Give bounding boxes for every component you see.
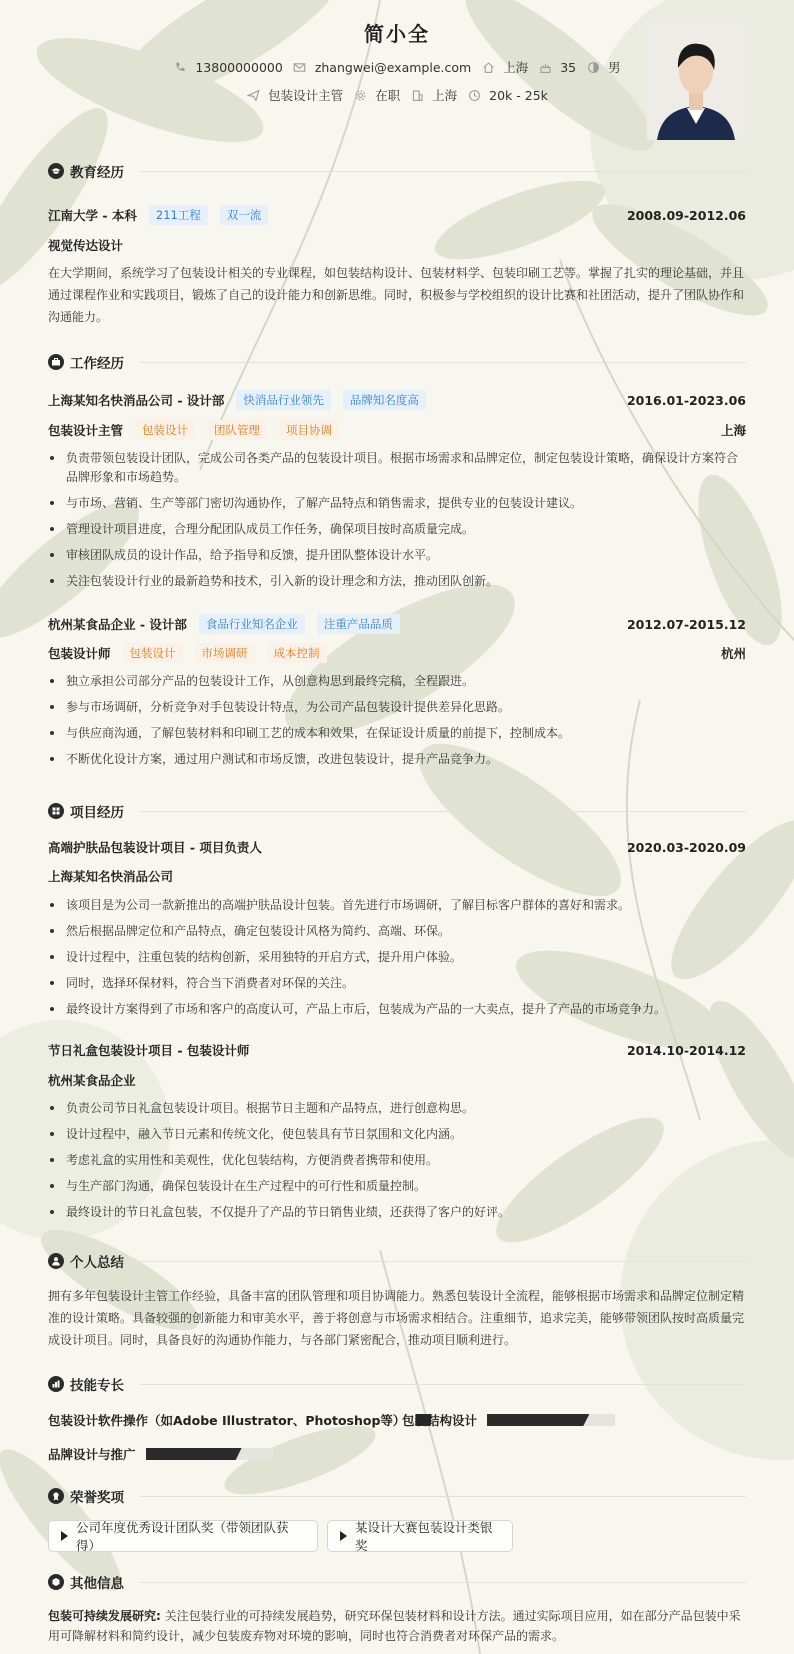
section-divider [140,362,746,363]
clock-icon [467,88,481,102]
chart-icon [48,1376,64,1392]
company-name: 杭州某食品企业 - 设计部 [48,617,187,632]
section-divider [140,811,746,812]
skill-name: 包装设计软件操作（如Adobe Illustrator、Photoshop等） [48,1413,406,1428]
skill-bar [146,1448,274,1460]
skill-name: 包装结构设计 [402,1413,478,1428]
target-city-text: 上海 [432,88,458,103]
skill-item [402,1411,615,1429]
grid-icon [48,803,64,819]
project-company: 上海某知名快消品公司 [48,869,174,884]
list-item: 与供应商沟通，了解包装材料和印刷工艺的成本和效果，在保证设计质量的前提下，控制成本。 [48,724,746,743]
briefcase-icon [48,354,64,370]
list-item: 负责带领包装设计团队，完成公司各类产品的包装设计项目。根据市场需求和品牌定位，制定包装设计策略，确保设计方案符合品牌形象和市场趋势。 [48,449,746,487]
phone-icon [173,60,187,74]
summary-text: 拥有多年包装设计主管工作经验，具备丰富的团队管理和项目协调能力。熟悉包装设计全流程，能够根据市场需求和品牌定位制定精准的设计策略。具备较强的创新能力和审美水平，善于将创意与市场需求相结合。注重细节，追求完美，能够带领团队按时高质量完成设计项目。同时，具备良好的沟通协作能力，与各部门紧密配合，推动项目顺利进行。 [48,1289,745,1347]
job-header [48,614,746,634]
phone-text: 13800000000 [195,59,283,75]
list-item: 设计过程中，融入节日元素和传统文化，使包装具有节日氛围和文化内涵。 [48,1125,746,1144]
user-icon [48,1253,64,1269]
education-description: 在大学期间，系统学习了包装设计相关的专业课程，如包装结构设计、包装材料学、包装印刷工艺等。掌握了扎实的理论基础，并且通过课程作业和实践项目，锻炼了自己的设计能力和创新思维。同时，积极参与学校组织的设计比赛和社团活动，提升了团队协作和沟通能力。 [48,266,745,324]
gender-text: 男 [608,60,621,75]
school-name: 江南大学 - 本科 [48,208,137,223]
list-item: 最终设计的节日礼盒包装，不仅提升了产品的节日销售业绩，还获得了客户的好评。 [48,1203,746,1222]
project-date: 2020.03-2020.09 [626,839,746,855]
mail-icon [293,60,307,74]
list-item: 参与市场调研，分析竞争对手包装设计特点，为公司产品包装设计提供差异化思路。 [48,698,746,717]
profile-photo [647,20,745,140]
home-icon [481,60,495,74]
role-tag: 市场调研 [195,643,255,663]
honor-text: 公司年度优秀设计团队奖（带领团队获得） [76,1520,289,1553]
role-tag: 包装设计 [135,420,195,440]
list-item: 管理设计项目进度，合理分配团队成员工作任务，确保项目按时高质量完成。 [48,520,746,539]
cake-icon [538,60,552,74]
gender-item [586,58,621,76]
email-text: zhangwei@example.com [314,59,472,75]
award-icon [48,1488,64,1504]
position-text: 包装设计主管 [268,88,344,103]
job-location: 杭州 [720,646,746,661]
section-title-summary: 个人总结 [48,1251,124,1271]
other-label: 包装可持续发展研究: [48,1609,161,1623]
section-divider [140,1496,746,1497]
section-divider [140,1384,746,1385]
major-row [48,236,746,254]
job-role-row [48,420,746,440]
candidate-name: 简小全 [364,22,430,46]
status-text: 在职 [375,88,401,103]
list-item: 同时，选择环保材料，符合当下消费者对环保的关注。 [48,974,746,993]
skill-bar-fill [487,1414,589,1426]
list-item: 与生产部门沟通，确保包装设计在生产过程中的可行性和质量控制。 [48,1177,746,1196]
job-duties [48,449,746,598]
section-title-skills: 技能专长 [48,1374,124,1394]
play-icon [61,1531,68,1541]
project-company-row [48,867,746,885]
job-role: 包装设计主管 [48,423,124,438]
job-role-row [48,643,746,663]
major-name: 视觉传达设计 [48,238,124,253]
phone-item [173,60,282,75]
role-tag: 团队管理 [207,420,267,440]
job-date: 2016.01-2023.06 [626,392,746,408]
list-item: 然后根据品牌定位和产品特点，确定包装设计风格为简约、高端、环保。 [48,922,746,941]
skill-bar [487,1414,615,1426]
skill-bar-fill [146,1448,242,1460]
section-title-honors: 荣誉奖项 [48,1486,124,1506]
target-city-item [410,86,457,104]
list-item: 关注包装设计行业的最新趋势和技术，引入新的设计理念和方法，推动团队创新。 [48,572,746,591]
skill-item [48,1445,274,1463]
other-info [48,1606,746,1646]
role-tag: 成本控制 [267,643,327,663]
play-icon [340,1531,347,1541]
section-divider [140,1261,746,1262]
education-header [48,205,746,225]
list-item: 不断优化设计方案，通过用户测试和市场反馈，改进包装设计，提升产品竞争力。 [48,750,746,769]
project-details [48,1099,746,1229]
position-item [246,86,343,104]
job-location: 上海 [720,423,746,438]
info-icon [48,1574,64,1590]
list-item: 设计过程中，注重包装的结构创新，采用独特的开启方式，提升用户体验。 [48,948,746,967]
list-item: 该项目是为公司一款新推出的高端护肤品设计包装。首先进行市场调研，了解目标客户群体的喜好和需求。 [48,896,746,915]
section-divider [140,171,746,172]
section-title-other: 其他信息 [48,1572,124,1592]
list-item: 审核团队成员的设计作品，给予指导和反馈，提升团队整体设计水平。 [48,546,746,565]
list-item: 最终设计方案得到了市场和客户的高度认可，产品上市后，包装成为产品的一大卖点，提升了产品的市场竞争力。 [48,1000,746,1019]
education-date: 2008.09-2012.06 [626,207,746,223]
project-name: 节日礼盒包装设计项目 - 包装设计师 [48,1043,250,1058]
other-text: 关注包装行业的可持续发展趋势，研究环保包装材料和设计方法。通过实际项目应用，如在部分产品包装中采用可降解材料和简约设计，减少包装废弃物对环境的影响，同时也符合消费者对环保产品的需求。 [48,1609,741,1643]
honor-item[interactable] [327,1520,513,1552]
list-item: 与市场、营销、生产等部门密切沟通协作，了解产品特点和销售需求，提供专业的包装设计建议。 [48,494,746,513]
job-header [48,390,746,410]
project-company-row [48,1071,746,1089]
school-tag: 双一流 [220,205,269,225]
list-item: 独立承担公司部分产品的包装设计工作，从创意构思到最终完稿，全程跟进。 [48,672,746,691]
job-duties [48,672,746,776]
status-item [353,86,400,104]
age-item [538,60,576,75]
building-icon [410,88,424,102]
list-item: 考虑礼盒的实用性和美观性，优化包装结构，方便消费者携带和使用。 [48,1151,746,1170]
send-icon [246,88,260,102]
company-name: 上海某知名快消品公司 - 设计部 [48,393,225,408]
role-tag: 项目协调 [279,420,339,440]
city-item [481,58,528,76]
section-divider [140,1582,746,1583]
gender-icon [586,60,600,74]
project-details [48,896,746,1026]
job-date: 2012.07-2015.12 [626,616,746,632]
salary-item [467,88,548,103]
project-company: 杭州某食品企业 [48,1073,136,1088]
project-date: 2014.10-2014.12 [626,1042,746,1058]
section-title-work: 工作经历 [48,352,124,372]
graduation-cap-icon [48,163,64,179]
skill-item [48,1411,433,1429]
section-title-projects: 项目经历 [48,801,124,821]
age-text: 35 [560,59,577,75]
project-header [48,838,746,856]
city-text: 上海 [503,60,529,75]
list-item: 负责公司节日礼盒包装设计项目。根据节日主题和产品特点，进行创意构思。 [48,1099,746,1118]
project-name: 高端护肤品包装设计项目 - 项目负责人 [48,840,262,855]
email-item [293,60,471,75]
company-tag: 品牌知名度高 [343,390,426,410]
salary-text: 20k - 25k [489,87,548,103]
role-tag: 包装设计 [123,643,183,663]
honor-item[interactable] [48,1520,318,1552]
company-tag: 注重产品品质 [317,614,400,634]
company-tag: 快消品行业领先 [236,390,331,410]
company-tag: 食品行业知名企业 [199,614,305,634]
project-header [48,1041,746,1059]
honor-text: 某设计大赛包装设计类银奖 [355,1520,493,1553]
settings-icon [353,88,367,102]
skill-name: 品牌设计与推广 [48,1447,136,1462]
job-role: 包装设计师 [48,646,111,661]
school-tag: 211工程 [149,205,208,225]
section-title-education: 教育经历 [48,161,124,181]
